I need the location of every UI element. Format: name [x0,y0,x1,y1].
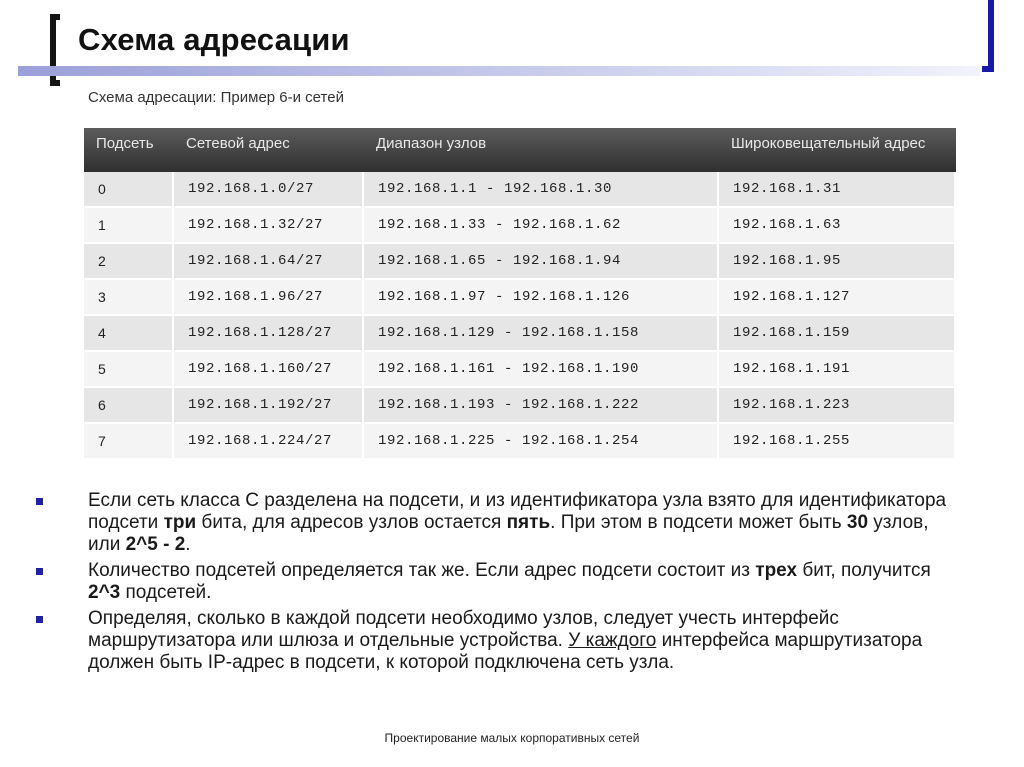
table-row [84,388,956,424]
bullet-text: узлов, или [88,512,929,555]
cell-subnet: 2 [84,244,174,280]
cell-network-address: 192.168.1.96/27 [174,280,364,316]
cell-network-address: 192.168.1.192/27 [174,388,364,424]
cell-broadcast-address: 192.168.1.31 [719,172,956,208]
bullet-text: интерфейса маршрутизатора должен быть IP-адрес в подсети, к которой подключена сеть узла. [88,630,923,673]
cell-subnet: 7 [84,424,174,460]
underlined-text: У каждого [568,630,657,651]
bullet-item [36,490,966,556]
subnet-table-figure [84,128,956,460]
column-header-broadcast-address: Широковещательный адрес [719,128,956,172]
bullet-square-icon [36,568,43,575]
bullet-item [36,608,966,674]
column-header-host-range: Диапазон узлов [364,128,719,172]
cell-subnet: 3 [84,280,174,316]
cell-host-range: 192.168.1.1 - 192.168.1.30 [364,172,719,208]
bullet-text: бит, получится [797,560,931,581]
cell-network-address: 192.168.1.32/27 [174,208,364,244]
bullet-list [36,490,966,678]
cell-host-range: 192.168.1.33 - 192.168.1.62 [364,208,719,244]
emphasis-text: трех [755,560,798,581]
column-header-subnet: Подсеть [84,128,174,172]
table-row [84,208,956,244]
cell-network-address: 192.168.1.0/27 [174,172,364,208]
figure-caption: Схема адресации: Пример 6-и сетей [88,89,344,106]
cell-broadcast-address: 192.168.1.95 [719,244,956,280]
bullet-text: бита, для адресов узлов остается [196,512,507,533]
bullet-text: Определяя, сколько в каждой подсети необходимо узлов, следует учесть интерфейс маршрутизатора или шлюза и отдельные устройства. [88,608,839,651]
title-rule [18,66,980,76]
cell-host-range: 192.168.1.97 - 192.168.1.126 [364,280,719,316]
cell-subnet: 0 [84,172,174,208]
table-row [84,280,956,316]
cell-host-range: 192.168.1.65 - 192.168.1.94 [364,244,719,280]
emphasis-text: 30 [846,512,869,533]
cell-broadcast-address: 192.168.1.127 [719,280,956,316]
cell-network-address: 192.168.1.128/27 [174,316,364,352]
table-row [84,424,956,460]
cell-host-range: 192.168.1.129 - 192.168.1.158 [364,316,719,352]
emphasis-text: три [163,512,197,533]
table-row [84,244,956,280]
emphasis-text: пять [506,512,551,533]
cell-broadcast-address: 192.168.1.63 [719,208,956,244]
bullet-square-icon [36,498,43,505]
cell-subnet: 4 [84,316,174,352]
cell-broadcast-address: 192.168.1.255 [719,424,956,460]
slide-title: Схема адресации [78,22,350,57]
bullet-text: подсетей. [120,582,212,603]
bullet-text: . При этом в подсети может быть [550,512,847,533]
cell-broadcast-address: 192.168.1.159 [719,316,956,352]
cell-host-range: 192.168.1.225 - 192.168.1.254 [364,424,719,460]
bullet-item [36,560,966,604]
cell-network-address: 192.168.1.224/27 [174,424,364,460]
cell-host-range: 192.168.1.161 - 192.168.1.190 [364,352,719,388]
cell-broadcast-address: 192.168.1.223 [719,388,956,424]
table-row [84,316,956,352]
cell-subnet: 6 [84,388,174,424]
emphasis-text: 2^3 [88,582,121,603]
table-row [84,172,956,208]
table-body [84,172,956,460]
slide-footer: Проектирование малых корпоративных сетей [384,731,640,745]
table-header-row [84,128,956,172]
column-header-network-address: Сетевой адрес [174,128,364,172]
subnet-table [84,128,956,460]
cell-network-address: 192.168.1.160/27 [174,352,364,388]
cell-subnet: 5 [84,352,174,388]
cell-subnet: 1 [84,208,174,244]
cell-broadcast-address: 192.168.1.191 [719,352,956,388]
bullet-text: Количество подсетей определяется так же. Если адрес подсети состоит из [88,560,756,581]
right-bracket-decoration [982,0,994,72]
emphasis-text: 2^5 - 2 [125,534,186,555]
bullet-square-icon [36,616,43,623]
table-row [84,352,956,388]
cell-host-range: 192.168.1.193 - 192.168.1.222 [364,388,719,424]
cell-network-address: 192.168.1.64/27 [174,244,364,280]
bullet-text: Если сеть класса С разделена на подсети, и из идентификатора узла взято для идентификатора подсети [88,490,947,533]
bullet-text: . [185,534,191,555]
